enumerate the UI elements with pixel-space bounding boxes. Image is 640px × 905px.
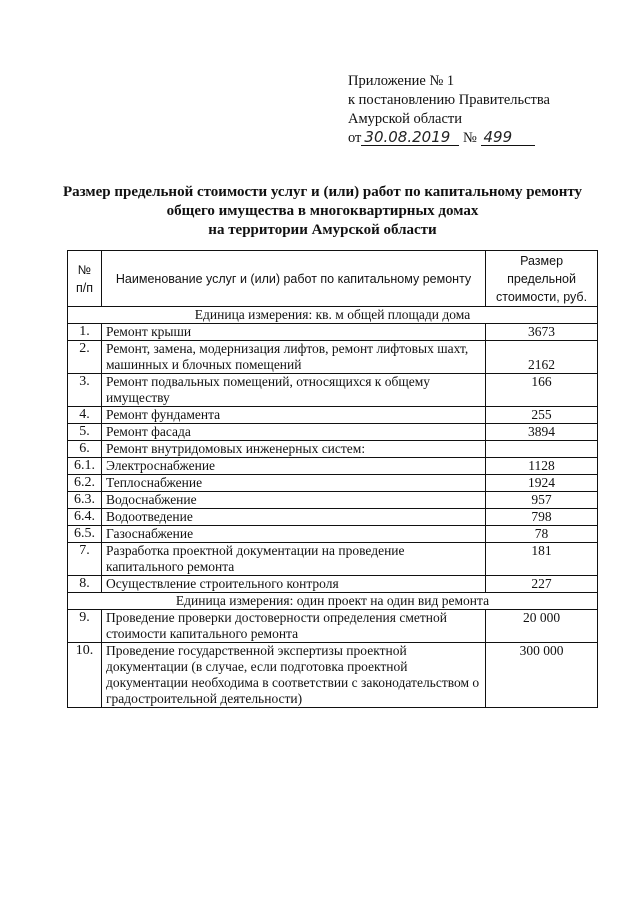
row-value: 227 [486, 576, 598, 593]
table-row [68, 610, 598, 643]
row-value: 3894 [486, 424, 598, 441]
row-value: 957 [486, 492, 598, 509]
row-name: Ремонт фундамента [101, 407, 485, 424]
appendix-line-2: к постановлению Правительства [348, 92, 550, 108]
row-num: 6.3. [68, 492, 102, 509]
row-name: Разработка проектной документации на проведение капитального ремонта [101, 543, 485, 576]
appendix-block [348, 72, 550, 148]
row-value: 1924 [486, 475, 598, 492]
header-name: Наименование услуг и (или) работ по капитальному ремонту [101, 251, 485, 307]
table-row [68, 509, 598, 526]
row-num: 7. [68, 543, 102, 576]
appendix-line-1: Приложение № 1 [348, 73, 455, 89]
row-name: Проведение государственной экспертизы проектной документации (в случае, если подготовка проектной документации необходима в соответствии с законодательством о градостроительной деятельности) [101, 643, 485, 708]
row-num: 6.5. [68, 526, 102, 543]
row-value: 2162 [486, 341, 598, 374]
row-name: Электроснабжение [101, 458, 485, 475]
row-value: 798 [486, 509, 598, 526]
handwritten-number: 499 [481, 129, 535, 146]
row-num: 2. [68, 341, 102, 374]
row-value: 1128 [486, 458, 598, 475]
row-num: 6.4. [68, 509, 102, 526]
row-num: 1. [68, 324, 102, 341]
table-row [68, 576, 598, 593]
table-header-row [68, 251, 598, 307]
header-value: Размер предельной стоимости, руб. [486, 251, 598, 307]
table-row [68, 458, 598, 475]
row-name: Ремонт внутридомовых инженерных систем: [101, 441, 485, 458]
row-num: 6. [68, 441, 102, 458]
title-line-3: на территории Амурской области [208, 222, 437, 238]
row-name: Ремонт подвальных помещений, относящихся к общему имуществу [101, 374, 485, 407]
row-num: 4. [68, 407, 102, 424]
table-row [68, 424, 598, 441]
cost-table [67, 250, 598, 708]
section-row [68, 593, 598, 610]
table-row [68, 441, 598, 458]
row-name: Газоснабжение [101, 526, 485, 543]
row-num: 3. [68, 374, 102, 407]
section-2-label: Единица измерения: один проект на один вид ремонта [68, 593, 598, 610]
appendix-line-3: Амурской области [348, 111, 462, 127]
row-value: 166 [486, 374, 598, 407]
row-num: 6.2. [68, 475, 102, 492]
row-name: Ремонт, замена, модернизация лифтов, ремонт лифтовых шахт, машинных и блочных помещений [101, 341, 485, 374]
row-num: 6.1. [68, 458, 102, 475]
row-value: 255 [486, 407, 598, 424]
table-row [68, 374, 598, 407]
header-num: № п/п [68, 251, 102, 307]
row-value [486, 441, 598, 458]
row-name: Ремонт крыши [101, 324, 485, 341]
section-1-label: Единица измерения: кв. м общей площади дома [68, 307, 598, 324]
row-name: Водоотведение [101, 509, 485, 526]
appendix-date-line [348, 129, 550, 148]
table-row [68, 341, 598, 374]
row-value: 78 [486, 526, 598, 543]
section-row [68, 307, 598, 324]
table-row [68, 492, 598, 509]
table-row [68, 643, 598, 708]
row-name: Водоснабжение [101, 492, 485, 509]
row-value: 181 [486, 543, 598, 576]
table-row [68, 526, 598, 543]
number-prefix: № [463, 130, 477, 146]
row-name: Теплоснабжение [101, 475, 485, 492]
row-name: Проведение проверки достоверности определения сметной стоимости капитального ремонта [101, 610, 485, 643]
table-row [68, 407, 598, 424]
row-value: 300 000 [486, 643, 598, 708]
title-line-1: Размер предельной стоимости услуг и (или) работ по капитальному ремонту [62, 184, 583, 200]
row-name: Осуществление строительного контроля [101, 576, 485, 593]
row-num: 9. [68, 610, 102, 643]
title-line-2: общего имущества в многоквартирных домах [166, 203, 479, 219]
table-row [68, 324, 598, 341]
row-num: 8. [68, 576, 102, 593]
handwritten-date: 30.08.2019 [361, 129, 459, 146]
row-num: 10. [68, 643, 102, 708]
table-row [68, 475, 598, 492]
row-value: 20 000 [486, 610, 598, 643]
date-prefix: от [348, 130, 362, 146]
row-num: 5. [68, 424, 102, 441]
row-name: Ремонт фасада [101, 424, 485, 441]
document-title [40, 183, 605, 240]
table-row [68, 543, 598, 576]
row-value: 3673 [486, 324, 598, 341]
